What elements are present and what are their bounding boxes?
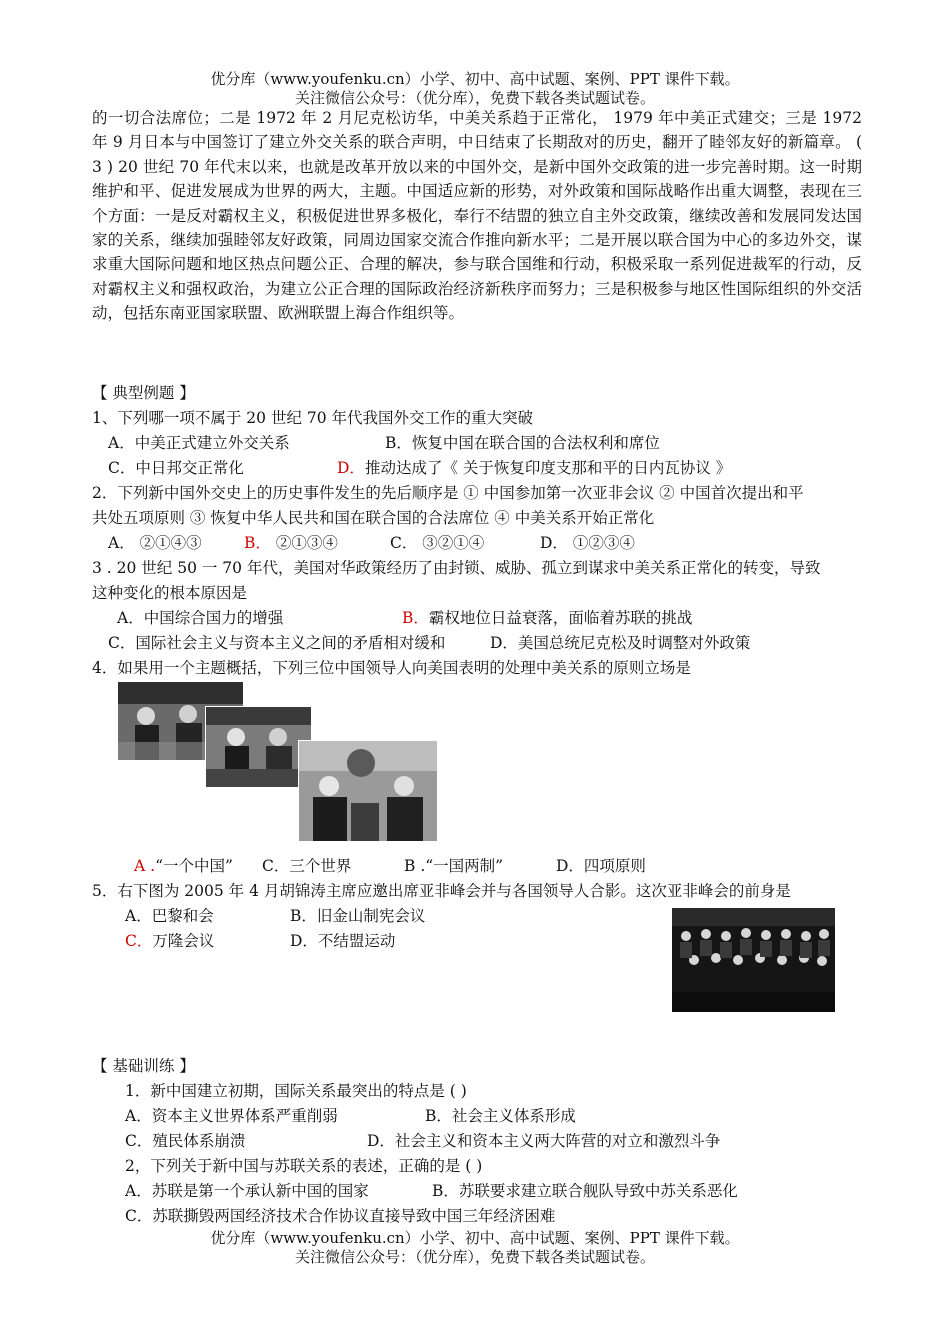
intro-paragraph: 的一切合法席位；二是 1972 年 2 月尼克松访华，中美关系趋于正常化， 1979 年中美正式建交；三是 1972 年 9 月日本与中国签订了建立外交关系的联合声明，中日结束了长期敌对的历史，翻开了睦邻友好的新篇章。 ( 3 ) 20 世纪 70 年代末以来，也就是改革开放以来的中国外交，是新中国外交政策的进一步完善时期。这一时期维护和平、促进发展成为世界的两大，主题。中国适应新的形势，对外政策和国际战略作出重大调整，表现在三个方面：一是反对霸权主义，积极促进世界多极化，奉行不结盟的独立自主外交政策，继续改善和发展同发达国家的关系，继续加强睦邻友好政策，同周边国家交流合作推向新水平；二是开展以联合国为中心的多边外交，谋求重大国际问题和地区热点问题公正、合理的解决，参与联合国维和行动，积极采取一系列促进裁军的行动，反对霸权主义和强权政治，为建立公正合理的国际政治经济新秩序而努力；三是积极参与地区性国际组织的外交活动，包括东南亚国家联盟、欧洲联盟上海合作组织等。 — [92, 109, 862, 323]
q1-answer-letter: D． — [337, 459, 365, 477]
q5-option-d: D．不结盟运动 — [290, 932, 396, 950]
header-line-2: 关注微信公众号：（优分库），免费下载各类试题试卷。 — [294, 89, 655, 107]
q1-option-d-text: 推动达成了《 关于恢复印度支那和平的日内瓦协议 》 — [364, 459, 732, 477]
q5-option-b: B．旧金山制宪会议 — [290, 907, 426, 925]
q2-option-a: A． ②①④③ — [108, 534, 202, 552]
q2-stem-2: 共处五项原则 ③ 恢复中华人民共和国在联合国的合法席位 ④ 中美关系开始正常化 — [92, 509, 655, 527]
b1-stem: 1．新中国建立初期，国际关系最突出的特点是 ( ) — [125, 1082, 467, 1100]
footer-line-2: 关注微信公众号：（优分库），免费下载各类试题试卷。 — [294, 1248, 655, 1266]
q3-stem-1: 3 . 20 世纪 50 一 70 年代，美国对华政策经历了由封锁、威胁、孤立到谋求中美关系正常化的转变，导致 — [92, 559, 821, 577]
q3-option-d: D．美国总统尼克松及时调整对外政策 — [490, 634, 751, 652]
q1-option-c: C．中日邦交正常化 — [108, 459, 244, 477]
q2-option-b-text: ②①③④ — [270, 534, 338, 552]
b2-option-b: B．苏联要求建立联合舰队导致中苏关系恶化 — [432, 1182, 738, 1200]
photo-leader-2 — [205, 706, 312, 788]
q4-answer-letter: A . — [134, 857, 156, 875]
photo-summit-group — [672, 908, 835, 1012]
q2-option-d: D． ①②③④ — [540, 534, 635, 552]
b2-stem: 2，下列关于新中国与苏联关系的表述，正确的是 ( ) — [125, 1157, 483, 1175]
q3-stem-2: 这种变化的根本原因是 — [92, 584, 248, 602]
q3-option-a: A．中国综合国力的增强 — [117, 609, 284, 627]
q3-option-b — [402, 608, 692, 628]
q1-option-b: B．恢复中国在联合国的合法权利和席位 — [385, 434, 660, 452]
q5-stem: 5．右下图为 2005 年 4 月胡锦涛主席应邀出席亚非峰会并与各国领导人合影。这次亚非峰会的前身是 — [92, 882, 791, 900]
q2-stem-1: 2．下列新中国外交史上的历史事件发生的先后顺序是 ① 中国参加第一次亚非会议 ② 中国首次提出和平 — [92, 484, 804, 502]
q4-option-c: C．三个世界 — [262, 857, 352, 875]
q5-option-c — [125, 931, 214, 951]
q5-answer-letter: C． — [125, 932, 153, 950]
q3-option-c: C．国际社会主义与资本主义之间的矛盾相对缓和 — [108, 634, 446, 652]
q2-option-b — [244, 533, 338, 553]
q3-answer-letter: B． — [402, 609, 429, 627]
basics-heading: 【 基础训练 】 — [92, 1057, 195, 1075]
q4-option-d: D．四项原则 — [556, 857, 646, 875]
q5-option-c-text: 万隆会议 — [152, 932, 215, 950]
examples-heading: 【 典型例题 】 — [92, 384, 195, 402]
q4-option-a — [134, 856, 233, 876]
q3-option-b-text: 霸权地位日益衰落，面临着苏联的挑战 — [428, 609, 693, 627]
b2-option-c: C．苏联撕毁两国经济技术合作协议直接导致中国三年经济困难 — [125, 1207, 556, 1225]
q4-stem: 4．如果用一个主题概括，下列三位中国领导人向美国表明的处理中美关系的原则立场是 — [92, 659, 691, 677]
photo-leader-3 — [298, 740, 438, 842]
q2-answer-letter: B． — [244, 534, 271, 552]
b1-option-d: D．社会主义和资本主义两大阵营的对立和激烈斗争 — [367, 1132, 721, 1150]
b1-option-a: A．资本主义世界体系严重削弱 — [125, 1107, 338, 1125]
q4-option-b: B .“一国两制” — [404, 857, 504, 875]
q5-option-a: A．巴黎和会 — [125, 907, 214, 925]
b1-option-c: C．殖民体系崩溃 — [125, 1132, 246, 1150]
q1-stem: 1、下列哪一项不属于 20 世纪 70 年代我国外交工作的重大突破 — [92, 409, 534, 427]
b2-option-a: A．苏联是第一个承认新中国的国家 — [125, 1182, 369, 1200]
q1-option-a: A．中美正式建立外交关系 — [108, 434, 290, 452]
q2-option-c: C． ③②①④ — [390, 534, 485, 552]
q1-option-d — [337, 458, 731, 478]
header-line-1: 优分库（www.youfenku.cn）小学、初中、高中试题、案例、PPT 课件下载。 — [210, 70, 740, 88]
b1-option-b: B．社会主义体系形成 — [425, 1107, 576, 1125]
footer-line-1: 优分库（www.youfenku.cn）小学、初中、高中试题、案例、PPT 课件下载。 — [210, 1229, 740, 1247]
q4-option-a-text: “一个中国” — [155, 857, 233, 875]
